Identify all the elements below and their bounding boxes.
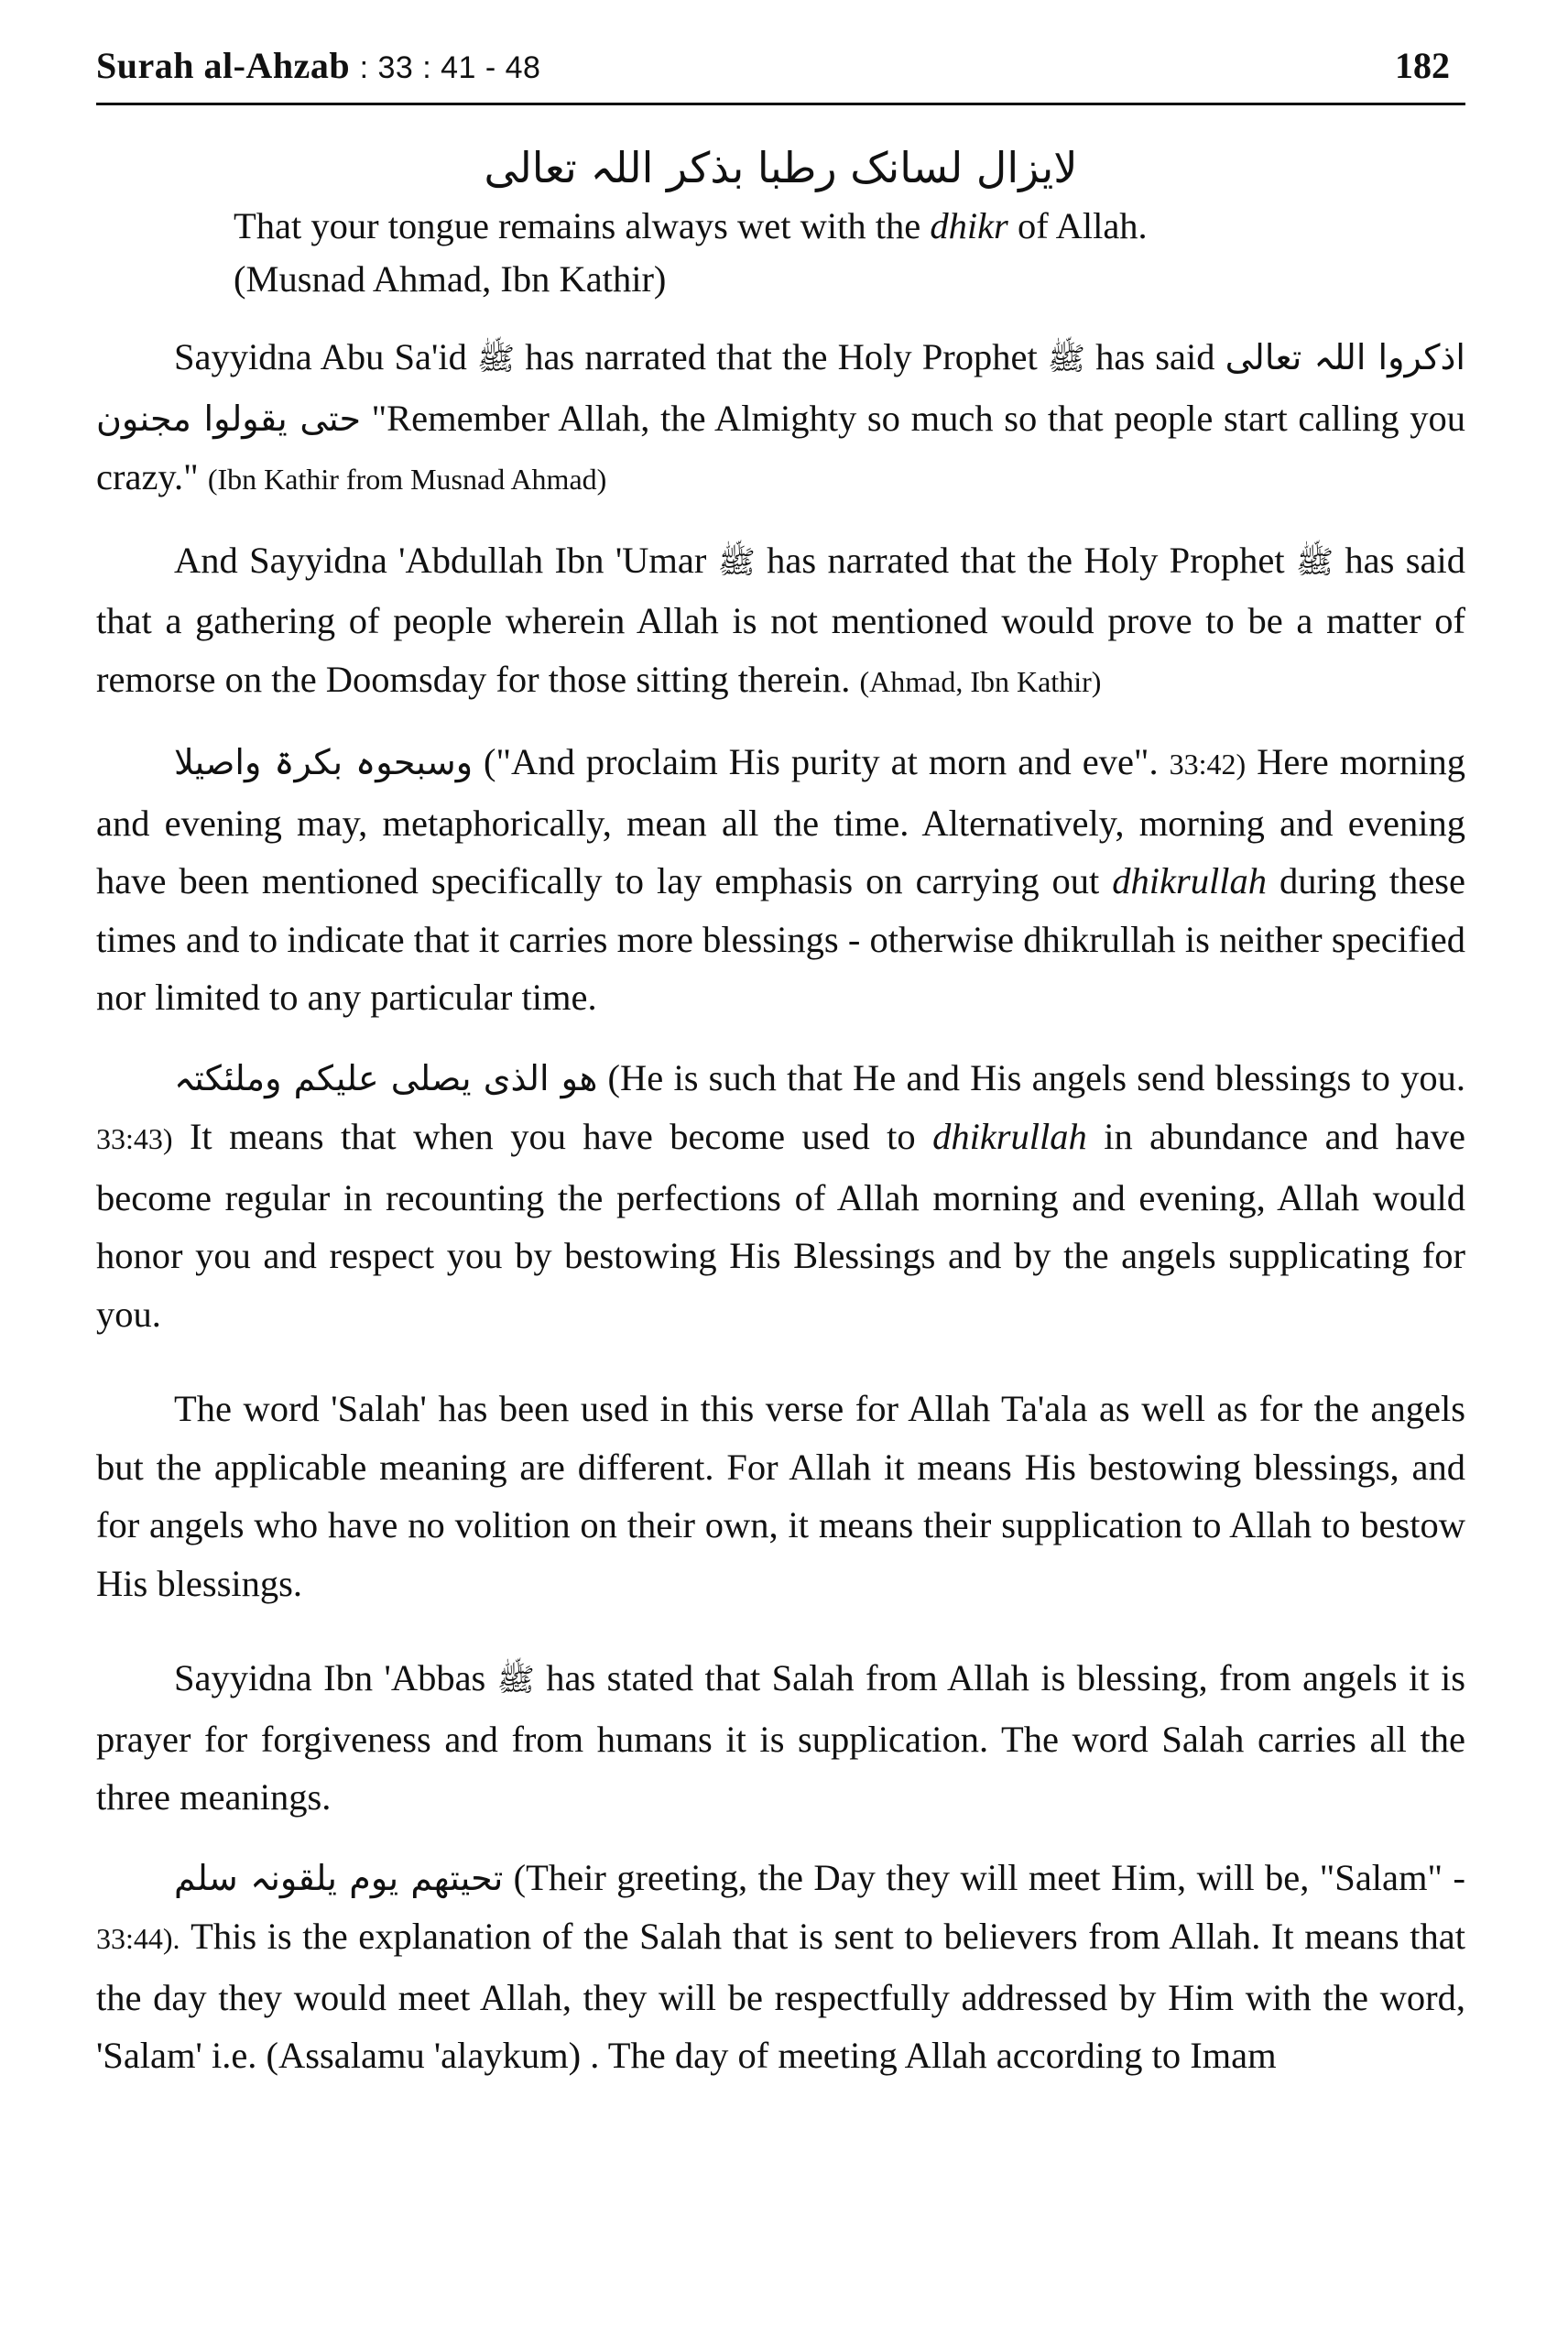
paragraph-verse-43: ھو الذی یصلی علیکم وملئکتہ (He is such that He and His angels send blessings to you. 33:43) It means that when you have become used to dhikrullah in abundance and have become regular in recounting the perfections of Allah morning and evening, Allah would honor you and respect you by bestowing His Blessings and by the angels supplicating for you. <box>96 1056 1465 1335</box>
arabic-quote-text: لایزال لسانک رطبا بذکر اللہ تعالی <box>484 143 1078 192</box>
paragraph-ibn-abbas: Sayyidna Ibn 'Abbas ﷺ has stated that Salah from Allah is blessing, from angels it is prayer for forgiveness and from humans it is supplication. The word Salah carries all the three meanings. <box>96 1657 1465 1818</box>
surah-title <box>96 44 540 87</box>
paragraph-verse-42: وسبحوہ بکرۃ واصیلا ("And proclaim His purity at morn and eve". 33:42) Here morning and evening may, metaphorically, mean all the time. Alternatively, morning and evening have been mentioned specifically to lay emphasis on carrying out dhikrullah during these times and to indicate that it carries more blessings - otherwise dhikrullah is neither specified nor limited to any particular time. <box>96 741 1465 1018</box>
citation: (Ahmad, Ibn Kathir) <box>859 664 1102 698</box>
verse-range: : 33 : 41 - 48 <box>359 50 541 85</box>
running-header <box>96 44 1470 101</box>
quote-line-1: That your tongue remains always wet with the dhikr of Allah. <box>234 205 1148 246</box>
arabic-inline: ھو الذی یصلی علیکم وملئکتہ <box>174 1057 598 1098</box>
header-rule <box>96 103 1465 105</box>
paragraph-ibn-umar: And Sayyidna 'Abdullah Ibn 'Umar ﷺ has narrated that the Holy Prophet ﷺ has said that a gathering of people wherein Allah is not mentioned would prove to be a matter of remorse on the Doomsday for those sitting therein. (Ahmad, Ibn Kathir) <box>96 539 1466 700</box>
paragraph-abu-said: Sayyidna Abu Sa'id ﷺ has narrated that the Holy Prophet ﷺ has said اذکروا اللہ تعالی حتی یقولوا مجنون "Remember Allah, the Almighty so much so that people start calling you crazy." (Ibn Kathir from Musnad Ahmad) <box>96 336 1465 497</box>
paragraph-verse-44: تحیتھم یوم یلقونہ سلم (Their greeting, the Day they will meet Him, will be, "Salam" - 33:44). This is the explanation of the Salah that is sent to believers from Allah. It means that the day they would meet Allah, they will be respectfully addressed by Him with the word, 'Salam' i.e. (Assalamu 'alaykum) . The day of meeting Allah according to Imam <box>96 1856 1465 2076</box>
honorific-icon: ﷺ <box>476 341 516 377</box>
verse-number: 33:42) <box>1169 748 1247 781</box>
citation: (Ibn Kathir from Musnad Ahmad) <box>207 463 607 496</box>
honorific-icon: ﷺ <box>496 1662 535 1698</box>
paragraph-salah-meaning: The word 'Salah' has been used in this verse for Allah Ta'ala as well as for the angels but the applicable meaning are different. For Allah it means His bestowing blessings, and for angels who have no volition on their own, it means their supplication to Allah to bestow His blessings. <box>96 1388 1465 1604</box>
verse-number: 33:43) <box>96 1122 173 1155</box>
arabic-inline: وسبحوہ بکرۃ واصیلا <box>174 742 474 782</box>
quote-citation: (Musnad Ahmad, Ibn Kathir) <box>234 258 667 300</box>
honorific-icon: ﷺ <box>1047 341 1085 377</box>
honorific-icon: ﷺ <box>1296 543 1334 581</box>
arabic-inline: اذکروا اللہ تعالی حتی یقولوا مجنون <box>96 337 1465 439</box>
surah-name: Surah al-Ahzab <box>96 45 351 86</box>
page-number: 182 <box>1395 45 1450 86</box>
arabic-quote <box>96 136 1465 200</box>
quote-translation <box>234 200 1465 306</box>
arabic-inline: تحیتھم یوم یلقونہ سلم <box>174 1857 504 1898</box>
verse-number: 33:44). <box>96 1922 180 1955</box>
page-body <box>96 136 1465 2085</box>
honorific-icon: ﷺ <box>717 543 756 581</box>
book-page <box>96 44 1470 2076</box>
